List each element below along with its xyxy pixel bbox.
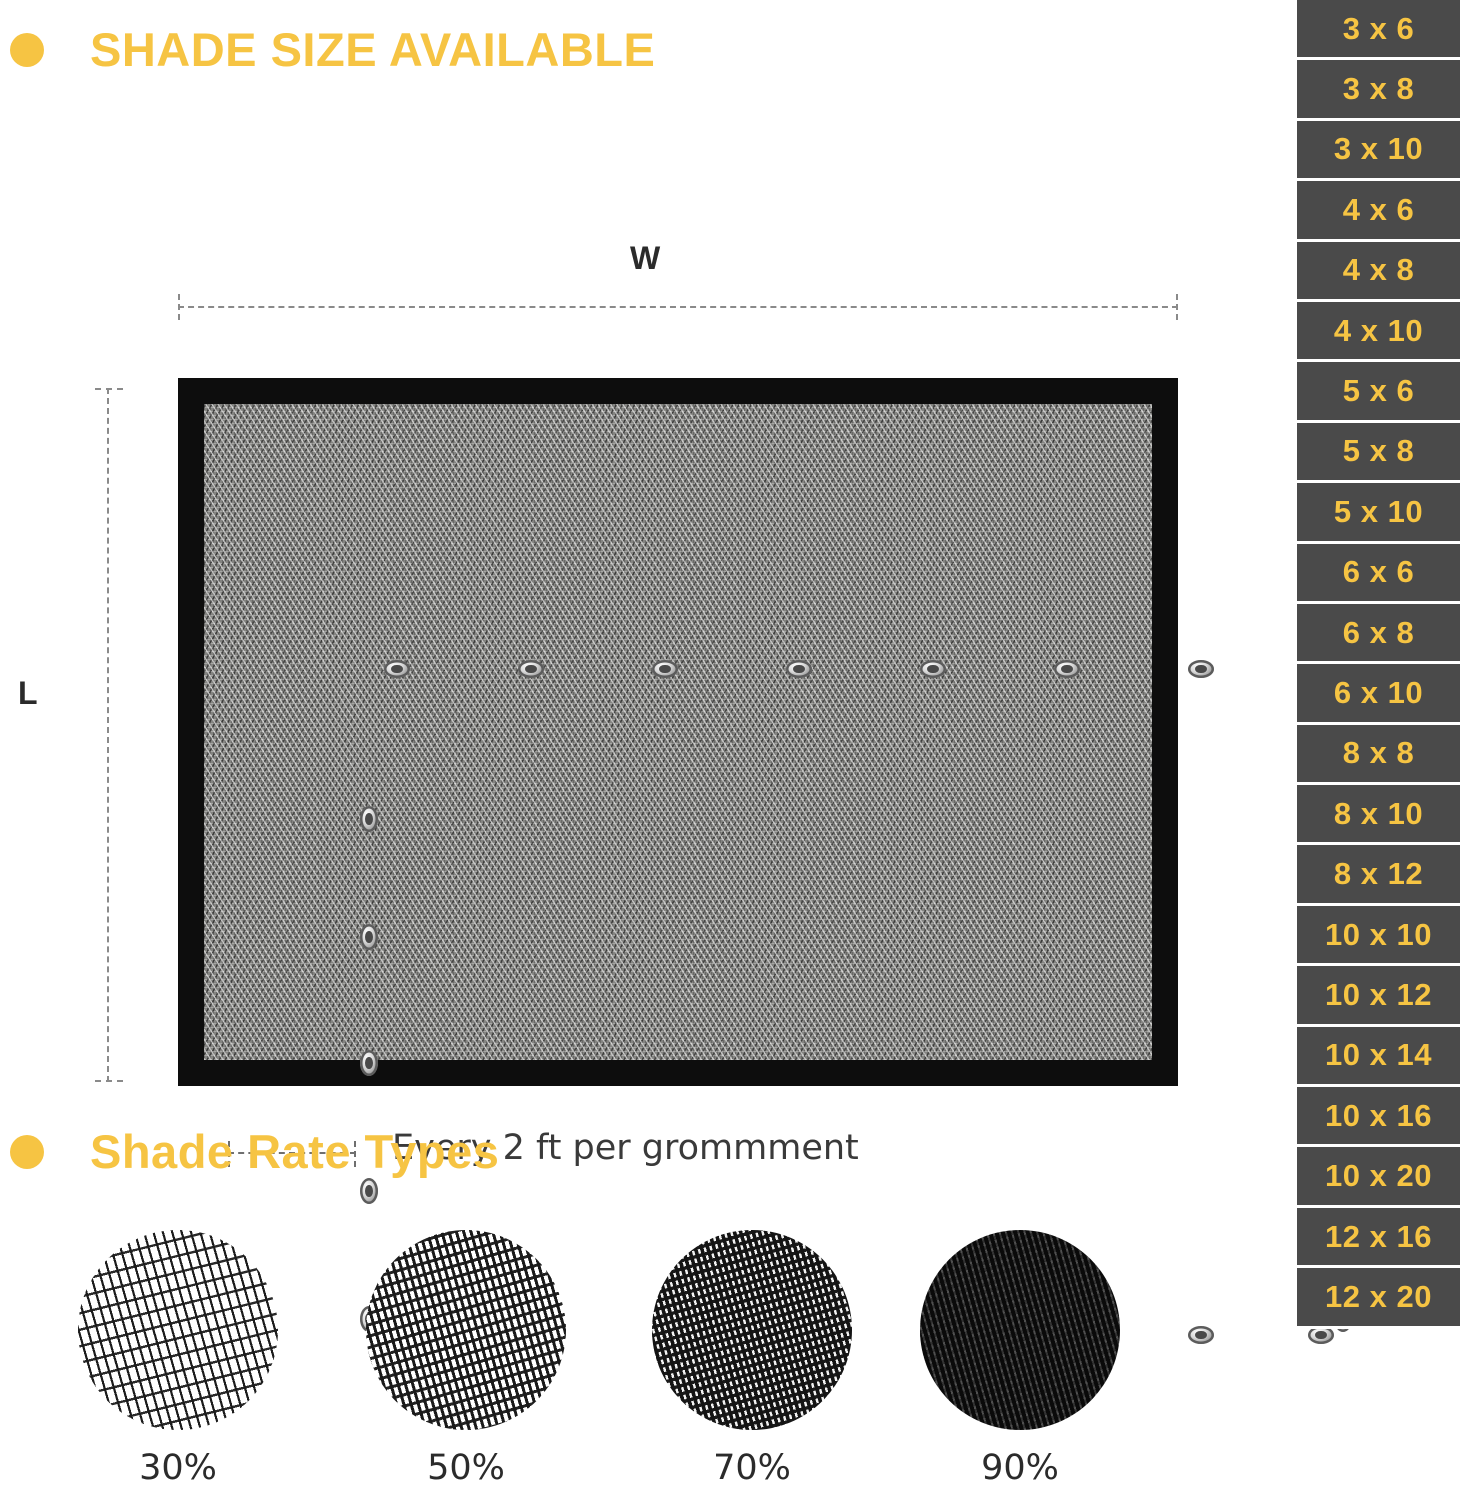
mesh-30-icon (78, 1230, 278, 1430)
mesh-70-icon (652, 1230, 852, 1430)
size-option[interactable]: 10 x 10 (1297, 906, 1460, 966)
width-dimension-label: W (630, 240, 661, 276)
size-option[interactable]: 5 x 10 (1297, 483, 1460, 543)
size-option[interactable]: 10 x 12 (1297, 966, 1460, 1026)
grommet-hole (1195, 665, 1206, 674)
shade-rate-label: 90% (981, 1448, 1059, 1488)
grommet-spacing-label: Every 2 ft per grommment (392, 1128, 859, 1168)
size-option[interactable]: 3 x 6 (1297, 0, 1460, 60)
size-option[interactable]: 12 x 20 (1297, 1268, 1460, 1328)
size-option[interactable]: 6 x 10 (1297, 664, 1460, 724)
size-option[interactable]: 8 x 10 (1297, 785, 1460, 845)
grommet (786, 660, 812, 678)
grommet-hole (793, 665, 804, 674)
shade-rate-item (652, 1230, 852, 1488)
size-option[interactable]: 5 x 6 (1297, 362, 1460, 422)
size-option[interactable]: 4 x 10 (1297, 302, 1460, 362)
shade-rate-item (920, 1230, 1120, 1488)
shade-rate-types (0, 1230, 1290, 1500)
length-dimension-label: L (18, 675, 38, 711)
grommet-hole (365, 1185, 373, 1197)
grommet-hole (659, 665, 670, 674)
size-list (1297, 0, 1460, 1500)
grommet-hole (927, 665, 938, 674)
grommet (360, 1178, 378, 1204)
bullet-icon (10, 1135, 44, 1169)
mesh-50-icon (366, 1230, 566, 1430)
grommet (1054, 660, 1080, 678)
grommet (384, 660, 410, 678)
size-option[interactable]: 10 x 20 (1297, 1147, 1460, 1207)
shade-rate-item (78, 1230, 278, 1488)
size-option[interactable]: 10 x 14 (1297, 1027, 1460, 1087)
shade-size-heading-label: SHADE SIZE AVAILABLE (90, 23, 656, 76)
size-option[interactable]: 4 x 6 (1297, 181, 1460, 241)
size-option[interactable]: 10 x 16 (1297, 1087, 1460, 1147)
grommet (360, 806, 378, 832)
shade-rate-label: 50% (427, 1448, 505, 1488)
grommet (920, 660, 946, 678)
shade-rate-label: 70% (713, 1448, 791, 1488)
grommet (360, 924, 378, 950)
size-option[interactable]: 4 x 8 (1297, 242, 1460, 302)
mesh-fabric-texture (204, 404, 1152, 1060)
size-option[interactable]: 3 x 8 (1297, 60, 1460, 120)
grommet-hole (1061, 665, 1072, 674)
grommet (652, 660, 678, 678)
size-option[interactable]: 8 x 8 (1297, 725, 1460, 785)
grommet-hole (365, 1057, 373, 1069)
size-option[interactable]: 6 x 8 (1297, 604, 1460, 664)
shade-size-heading (10, 22, 655, 77)
width-dimension-line (178, 306, 1178, 308)
grommet-hole (391, 665, 402, 674)
size-option[interactable]: 12 x 16 (1297, 1208, 1460, 1268)
shade-rate-heading-label: Shade Rate Types (90, 1125, 500, 1178)
shade-rate-label: 30% (139, 1448, 217, 1488)
grommet-hole (365, 813, 373, 825)
grommet-hole (365, 931, 373, 943)
size-option[interactable]: 3 x 10 (1297, 121, 1460, 181)
shade-cloth (178, 378, 1178, 1086)
bullet-icon (10, 33, 44, 67)
size-option[interactable]: 8 x 12 (1297, 845, 1460, 905)
grommet (1188, 660, 1214, 678)
shade-rate-item (366, 1230, 566, 1488)
grommet (518, 660, 544, 678)
length-dimension-line (107, 388, 109, 1082)
grommet (360, 1050, 378, 1076)
grommet-hole (525, 665, 536, 674)
size-option[interactable]: 5 x 8 (1297, 423, 1460, 483)
shade-rate-heading (10, 1124, 499, 1179)
size-option[interactable]: 6 x 6 (1297, 544, 1460, 604)
mesh-90-icon (920, 1230, 1120, 1430)
